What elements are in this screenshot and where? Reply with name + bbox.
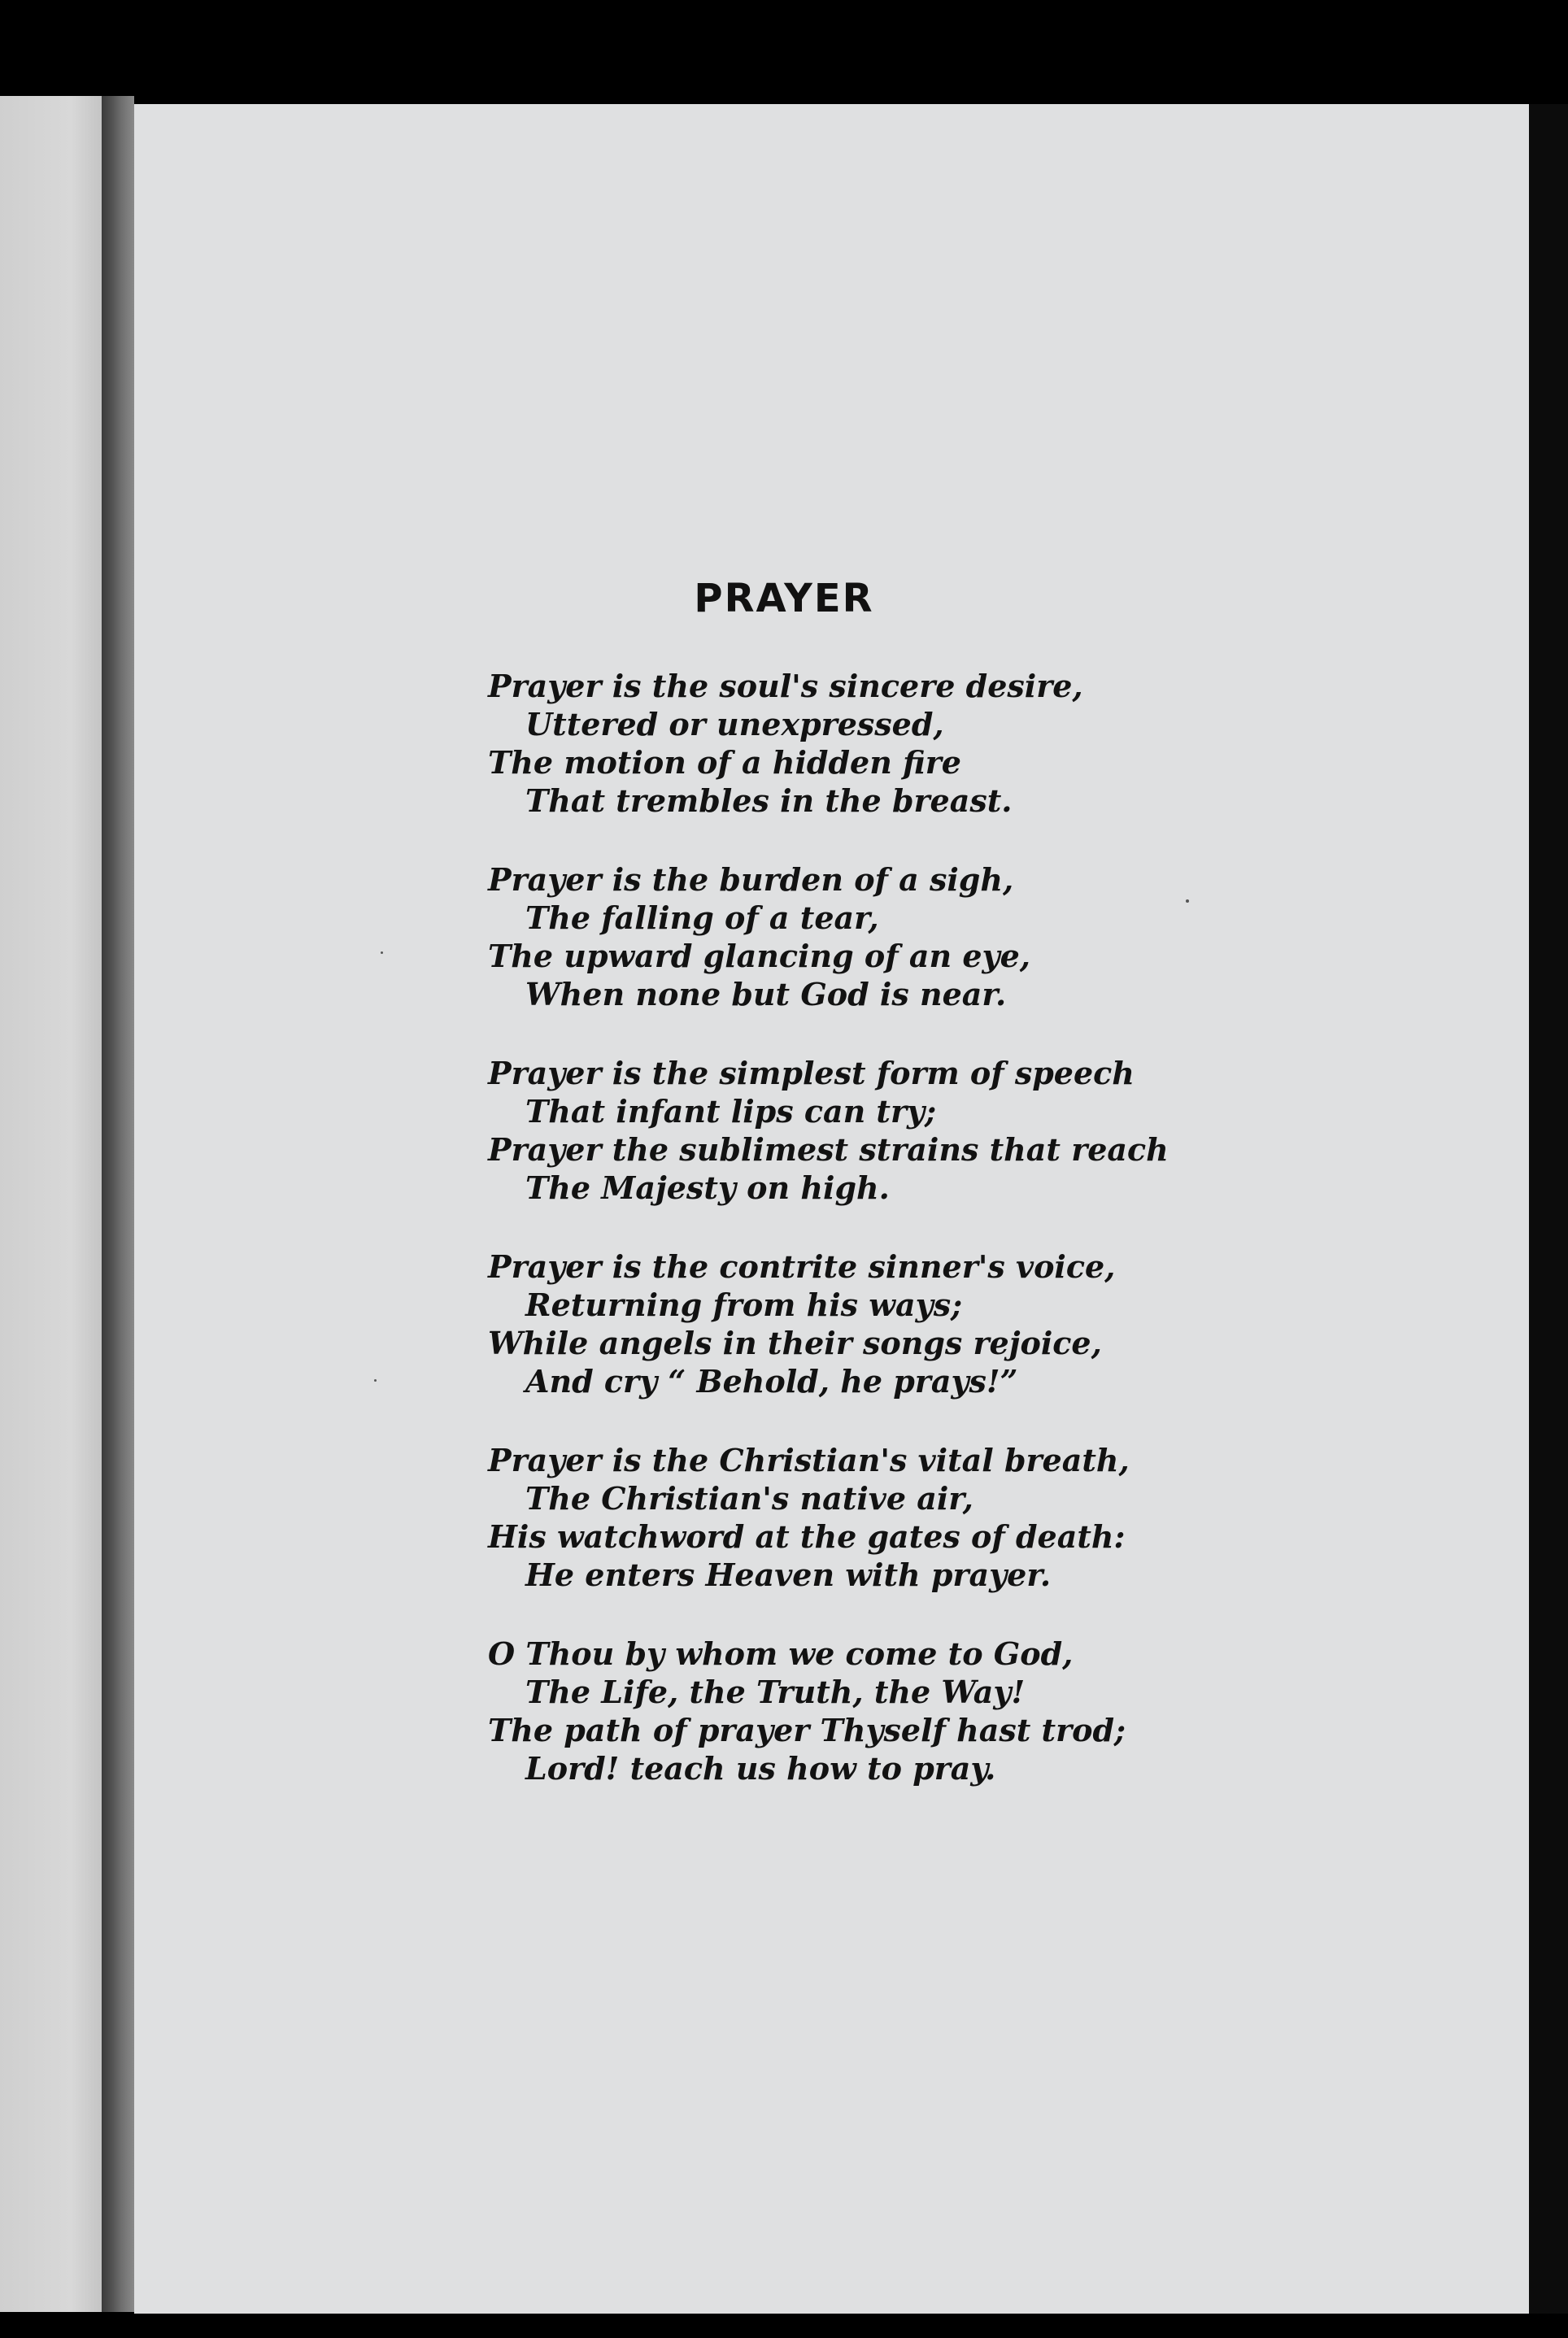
poem-line: That trembles in the breast. xyxy=(525,782,1013,819)
poem-line: Prayer is the simplest form of speech xyxy=(488,1055,1135,1091)
poem-line: He enters Heaven with prayer. xyxy=(525,1556,1052,1593)
poem-line: The Life, the Truth, the Way! xyxy=(525,1674,1026,1710)
poem-line: O Thou by whom we come to God, xyxy=(488,1635,1074,1672)
poem-line: Prayer is the Christian's vital breath, xyxy=(488,1442,1130,1478)
poem-line: The falling of a tear, xyxy=(525,899,879,936)
poem-line: Prayer is the burden of a sigh, xyxy=(488,861,1014,898)
poem-line: Prayer the sublimest strains that reach xyxy=(488,1131,1169,1168)
stanza xyxy=(488,1635,1464,1787)
book-gutter xyxy=(102,96,134,2312)
stanza xyxy=(488,1247,1464,1400)
stanza xyxy=(488,1054,1464,1207)
poem-line: The path of prayer Thyself hast trod; xyxy=(488,1712,1126,1748)
poem-title: PRAYER xyxy=(694,576,874,621)
poem-line: Lord! teach us how to pray. xyxy=(525,1750,996,1787)
poem-line: Prayer is the soul's sincere desire, xyxy=(488,668,1083,704)
poem-line: The Christian's native air, xyxy=(525,1480,973,1517)
poem-line: Prayer is the contrite sinner's voice, xyxy=(488,1248,1116,1285)
poem-line: The Majesty on high. xyxy=(525,1169,890,1206)
poem-line: While angels in their songs rejoice, xyxy=(488,1325,1102,1361)
poem-line: The upward glancing of an eye, xyxy=(488,938,1030,974)
stanza xyxy=(488,860,1464,1013)
scan-border-right xyxy=(1529,104,1568,2314)
poem-line: His watchword at the gates of death: xyxy=(488,1518,1126,1555)
poem-body xyxy=(488,667,1464,1828)
poem-line: Returning from his ways; xyxy=(525,1287,963,1323)
poem-line: And cry “ Behold, he prays!” xyxy=(525,1363,1018,1400)
poem-line: Uttered or unexpressed, xyxy=(525,706,944,742)
poem-line: That infant lips can try; xyxy=(525,1093,937,1130)
paper-speck xyxy=(381,951,383,954)
left-page-edge xyxy=(0,96,102,2312)
poem-line: The motion of a hidden fire xyxy=(488,744,961,781)
stanza xyxy=(488,667,1464,820)
stanza xyxy=(488,1441,1464,1594)
poem-line: When none but God is near. xyxy=(525,976,1007,1012)
paper-speck xyxy=(374,1379,377,1382)
